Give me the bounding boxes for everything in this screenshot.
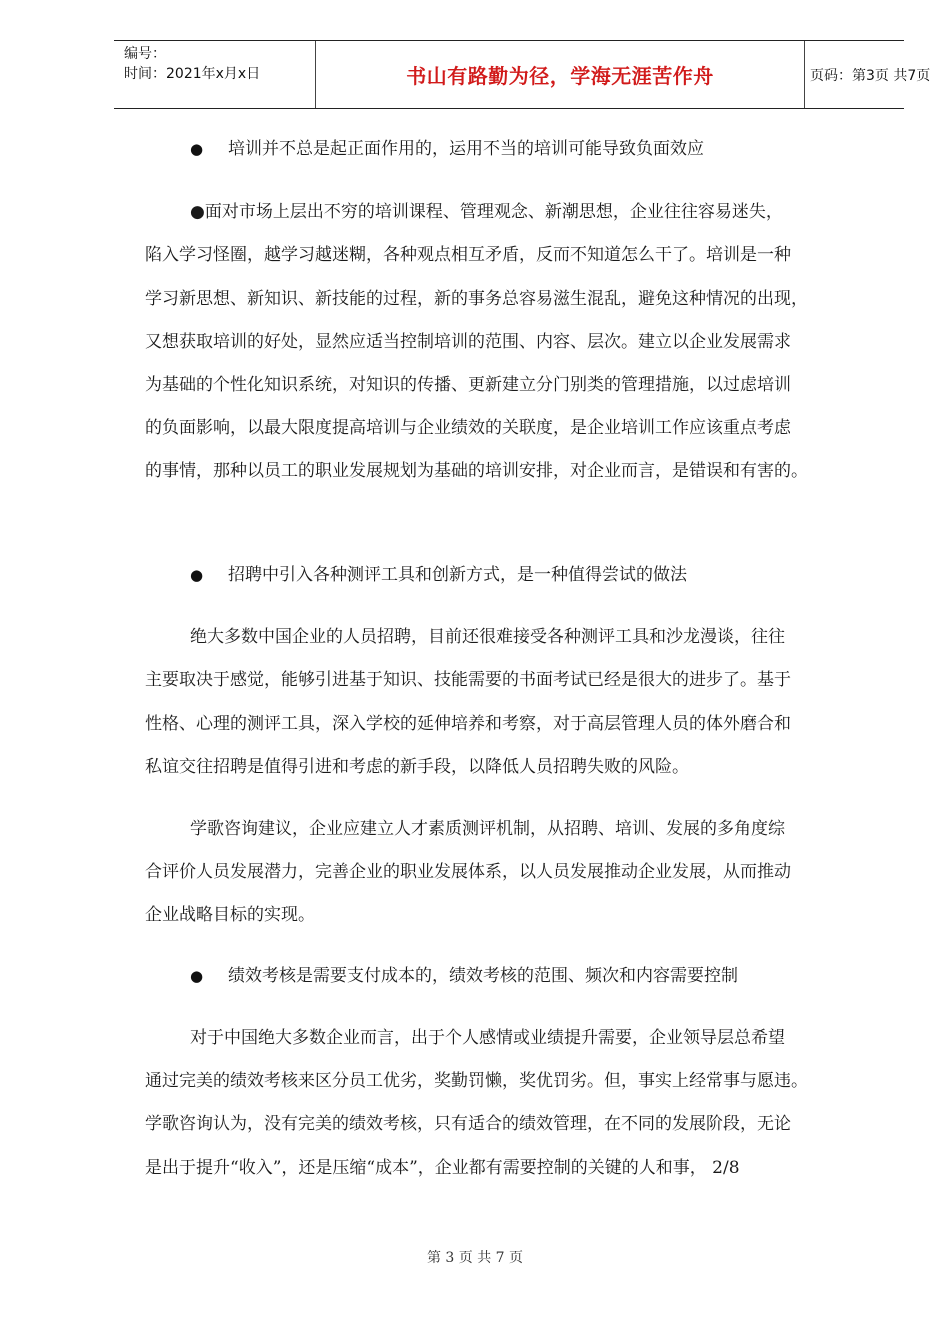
bullet-icon: ● [190,967,204,985]
paragraph-line: 学习新思想、新知识、新技能的过程，新的事务总容易滋生混乱，避免这种情况的出现， [145,289,808,309]
paragraph-line: 性格、心理的测评工具，深入学校的延伸培养和考察，对于高层管理人员的体外磨合和 [145,714,791,734]
header-page-cell [804,41,931,108]
paragraph-line: 的负面影响，以最大限度提高培训与企业绩效的关联度，是企业培训工作应该重点考虑 [145,418,791,438]
paragraph-line: 为基础的个性化知识系统，对知识的传播、更新建立分门别类的管理措施，以过虑培训 [145,375,791,395]
paragraph-line: 通过完美的绩效考核来区分员工优劣，奖勤罚懒，奖优罚劣。但，事实上经常事与愿违。 [145,1071,808,1091]
section-heading-performance: 绩效考核是需要支付成本的，绩效考核的范围、频次和内容需要控制 [228,966,738,986]
paragraph-line: 私谊交往招聘是值得引进和考虑的新手段，以降低人员招聘失败的风险。 [145,757,689,777]
page-footer: 第 3 页 共 7 页 [426,1250,524,1266]
paragraph-line: 是出于提升“收入”，还是压缩“成本”，企业都有需要控制的关键的人和事， 2/8 [145,1158,740,1178]
header-motto-cell [315,41,805,108]
bullet-icon: ● [190,140,204,158]
paragraph-line: 绝大多数中国企业的人员招聘，目前还很难接受各种测评工具和沙龙漫谈，往往 [190,627,785,647]
section-heading-recruitment: 招聘中引入各种测评工具和创新方式，是一种值得尝试的做法 [228,565,687,585]
paragraph-line: 对于中国绝大多数企业而言，出于个人感情或业绩提升需要，企业领导层总希望 [190,1028,785,1048]
section-heading-training: 培训并不总是起正面作用的，运用不当的培训可能导致负面效应 [228,139,704,159]
header-page-code: 页码：第3页 共7页 [810,67,931,84]
paragraph-line: 合评价人员发展潜力，完善企业的职业发展体系，以人员发展推动企业发展，从而推动 [145,862,791,882]
paragraph-line: 又想获取培训的好处，显然应适当控制培训的范围、内容、层次。建立以企业发展需求 [145,332,791,352]
paragraph-line: 主要取决于感觉，能够引进基于知识、技能需要的书面考试已经是很大的进步了。基于 [145,670,791,690]
header-meta-cell [114,41,315,108]
document-date-label: 时间：2021年x月x日 [124,66,261,82]
paragraph-line: 的事情，那种以员工的职业发展规划为基础的培训安排，对企业而言，是错误和有害的。 [145,461,808,481]
document-header [114,40,931,109]
paragraph-line: ●面对市场上层出不穷的培训课程、管理观念、新潮思想，企业往往容易迷失， [190,202,783,222]
paragraph-line: 企业战略目标的实现。 [145,905,315,925]
document-number-label: 编号： [124,46,166,62]
paragraph-line: 学歌咨询建议，企业应建立人才素质测评机制，从招聘、培训、发展的多角度综 [190,819,785,839]
header-motto: 书山有路勤为径，学海无涯苦作舟 [406,64,714,88]
bullet-icon: ● [190,566,204,584]
paragraph-line: 陷入学习怪圈，越学习越迷糊，各种观点相互矛盾，反而不知道怎么干了。培训是一种 [145,245,791,265]
paragraph-line: 学歌咨询认为，没有完美的绩效考核，只有适合的绩效管理，在不同的发展阶段，无论 [145,1114,791,1134]
